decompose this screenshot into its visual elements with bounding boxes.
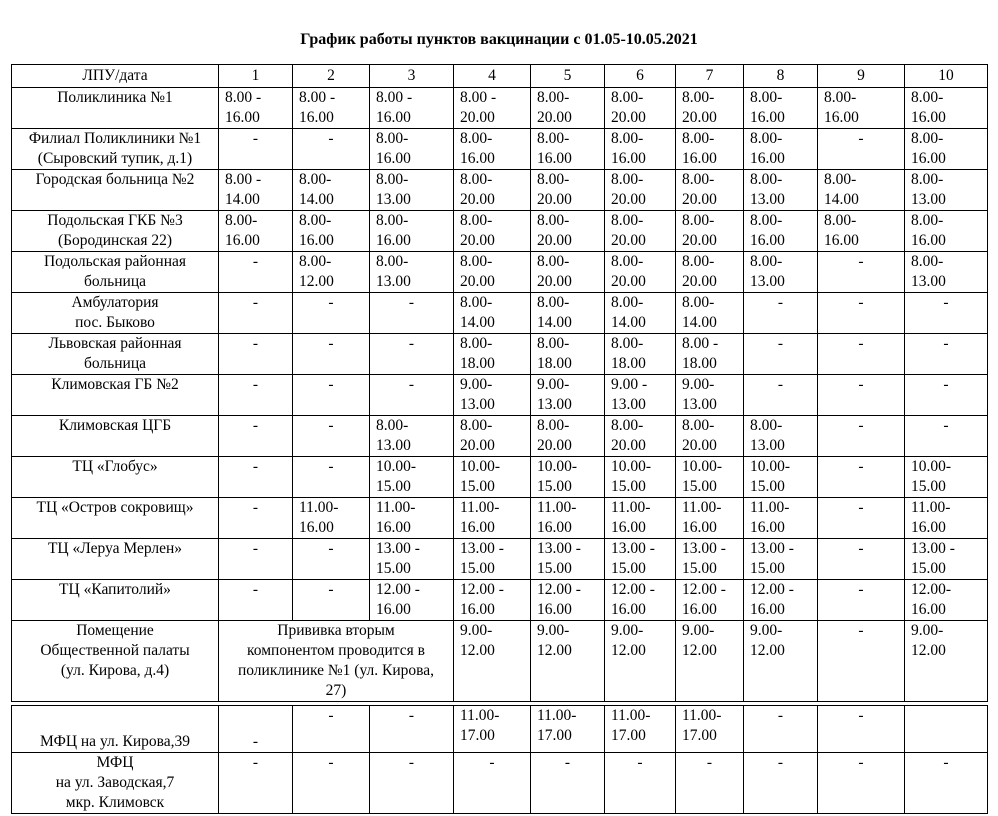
schedule-cell: - bbox=[818, 753, 905, 814]
schedule-cell: 9.00- 13.00 bbox=[676, 375, 744, 416]
schedule-cell: 8.00- 18.00 bbox=[454, 334, 531, 375]
facility-name: Филиал Поликлиники №1 (Сыровский тупик, д.1) bbox=[12, 129, 219, 170]
schedule-cell: - bbox=[219, 457, 293, 498]
schedule-cell: 13.00 - 15.00 bbox=[605, 539, 676, 580]
schedule-cell: - bbox=[293, 706, 370, 753]
schedule-cell: 8.00 - 20.00 bbox=[454, 88, 531, 129]
header-row bbox=[12, 65, 988, 88]
page-title: График работы пунктов вакцинации с 01.05-10.05.2021 bbox=[300, 31, 698, 48]
table-row bbox=[12, 211, 988, 252]
schedule-cell: - bbox=[818, 416, 905, 457]
schedule-cell: 8.00- 14.00 bbox=[818, 170, 905, 211]
schedule-cell: - bbox=[818, 457, 905, 498]
facility-name: Городская больница №2 bbox=[12, 170, 219, 211]
schedule-cell: 8.00- 20.00 bbox=[605, 252, 676, 293]
table-row bbox=[12, 334, 988, 375]
schedule-cell: 10.00- 15.00 bbox=[454, 457, 531, 498]
schedule-cell: 8.00- 14.00 bbox=[676, 293, 744, 334]
schedule-cell: 10.00- 15.00 bbox=[370, 457, 454, 498]
schedule-cell: - bbox=[219, 580, 293, 621]
schedule-cell: - bbox=[818, 334, 905, 375]
table-row bbox=[12, 580, 988, 621]
schedule-cell: - bbox=[293, 375, 370, 416]
facility-name: Поликлиника №1 bbox=[12, 88, 219, 129]
header-cell-day: 1 bbox=[219, 65, 293, 88]
schedule-cell: 8.00- 16.00 bbox=[531, 129, 605, 170]
schedule-cell: 11.00- 16.00 bbox=[293, 498, 370, 539]
table-row bbox=[12, 375, 988, 416]
schedule-cell: 10.00- 15.00 bbox=[676, 457, 744, 498]
schedule-cell: 12.00 - 16.00 bbox=[744, 580, 818, 621]
header-cell-day: 8 bbox=[744, 65, 818, 88]
schedule-cell: - bbox=[370, 334, 454, 375]
schedule-cell: 8.00- 16.00 bbox=[744, 88, 818, 129]
schedule-cell: 8.00- 20.00 bbox=[676, 211, 744, 252]
schedule-cell: 8.00- 16.00 bbox=[370, 129, 454, 170]
schedule-cell: 8.00- 13.00 bbox=[905, 170, 988, 211]
facility-name: ТЦ «Остров сокровищ» bbox=[12, 498, 219, 539]
schedule-cell: - bbox=[219, 539, 293, 580]
schedule-cell: 8.00- 13.00 bbox=[744, 170, 818, 211]
header-cell-day: 6 bbox=[605, 65, 676, 88]
schedule-cell: 11.00- 16.00 bbox=[744, 498, 818, 539]
schedule-cell: - bbox=[219, 375, 293, 416]
schedule-cell: - bbox=[531, 753, 605, 814]
schedule-cell: - bbox=[818, 293, 905, 334]
schedule-cell: 8.00- 13.00 bbox=[905, 252, 988, 293]
schedule-cell: - bbox=[370, 706, 454, 753]
table-row bbox=[12, 706, 988, 753]
schedule-cell: 10.00- 15.00 bbox=[905, 457, 988, 498]
schedule-cell: 8.00- 20.00 bbox=[605, 416, 676, 457]
schedule-cell: 9.00- 12.00 bbox=[744, 621, 818, 702]
table-row bbox=[12, 293, 988, 334]
schedule-cell: 8.00- 16.00 bbox=[454, 129, 531, 170]
table-row bbox=[12, 88, 988, 129]
schedule-cell: - bbox=[293, 334, 370, 375]
schedule-cell: 12.00 - 16.00 bbox=[676, 580, 744, 621]
facility-name: МФЦ на ул. Заводская,7 мкр. Климовск bbox=[12, 753, 219, 814]
schedule-cell: 8.00 - 16.00 bbox=[370, 88, 454, 129]
schedule-cell: - bbox=[370, 293, 454, 334]
schedule-cell: - bbox=[219, 252, 293, 293]
schedule-cell: - bbox=[818, 621, 905, 702]
schedule-cell: - bbox=[818, 498, 905, 539]
header-cell-day: 3 bbox=[370, 65, 454, 88]
schedule-cell: - bbox=[744, 293, 818, 334]
header-cell-lpu-date: ЛПУ/дата bbox=[12, 65, 219, 88]
facility-name: ТЦ «Капитолий» bbox=[12, 580, 219, 621]
header-cell-day: 7 bbox=[676, 65, 744, 88]
schedule-cell: 9.00- 12.00 bbox=[454, 621, 531, 702]
schedule-cell: 8.00 - 16.00 bbox=[293, 88, 370, 129]
schedule-cell: - bbox=[818, 539, 905, 580]
facility-name: МФЦ на ул. Кирова,39 bbox=[12, 706, 219, 753]
schedule-cell: 8.00- 13.00 bbox=[744, 252, 818, 293]
schedule-cell: 8.00- 14.00 bbox=[454, 293, 531, 334]
schedule-cell: 8.00- 16.00 bbox=[818, 88, 905, 129]
schedule-cell: 9.00- 12.00 bbox=[676, 621, 744, 702]
table-row bbox=[12, 753, 988, 814]
schedule-cell: 9.00- 12.00 bbox=[605, 621, 676, 702]
schedule-cell: 11.00- 16.00 bbox=[531, 498, 605, 539]
schedule-cell: 11.00- 16.00 bbox=[370, 498, 454, 539]
schedule-cell: 11.00- 17.00 bbox=[531, 706, 605, 753]
schedule-cell: 9.00- 13.00 bbox=[531, 375, 605, 416]
schedule-cell: 8.00- 13.00 bbox=[370, 416, 454, 457]
facility-name: ТЦ «Глобус» bbox=[12, 457, 219, 498]
schedule-cell: 12.00 - 16.00 bbox=[531, 580, 605, 621]
schedule-cell: - bbox=[293, 580, 370, 621]
schedule-cell: 11.00- 17.00 bbox=[676, 706, 744, 753]
schedule-cell: 10.00- 15.00 bbox=[605, 457, 676, 498]
schedule-cell: 9.00- 12.00 bbox=[905, 621, 988, 702]
schedule-cell: 8.00- 16.00 bbox=[293, 211, 370, 252]
schedule-cell: 8.00- 20.00 bbox=[454, 211, 531, 252]
table-row bbox=[12, 498, 988, 539]
schedule-cell: - bbox=[293, 753, 370, 814]
table-row bbox=[12, 416, 988, 457]
schedule-cell: 9.00 - 13.00 bbox=[605, 375, 676, 416]
schedule-cell: 8.00 - 18.00 bbox=[676, 334, 744, 375]
schedule-cell: 8.00- 20.00 bbox=[605, 170, 676, 211]
facility-name: Климовская ЦГБ bbox=[12, 416, 219, 457]
schedule-cell: - bbox=[905, 334, 988, 375]
schedule-cell: 11.00- 16.00 bbox=[454, 498, 531, 539]
schedule-table bbox=[11, 64, 988, 702]
schedule-cell: - bbox=[905, 753, 988, 814]
schedule-cell: 13.00 - 15.00 bbox=[454, 539, 531, 580]
schedule-cell: - bbox=[293, 416, 370, 457]
schedule-cell: - bbox=[370, 753, 454, 814]
schedule-cell: 8.00- 20.00 bbox=[531, 416, 605, 457]
schedule-cell: - bbox=[219, 293, 293, 334]
header-cell-day: 9 bbox=[818, 65, 905, 88]
schedule-cell: 8.00- 13.00 bbox=[370, 170, 454, 211]
schedule-cell: - bbox=[293, 457, 370, 498]
facility-name: Подольская районная больница bbox=[12, 252, 219, 293]
facility-name: Амбулатория пос. Быково bbox=[12, 293, 219, 334]
schedule-cell: 11.00- 16.00 bbox=[676, 498, 744, 539]
header-cell-day: 4 bbox=[454, 65, 531, 88]
schedule-cell: - bbox=[818, 129, 905, 170]
schedule-cell: 8.00- 20.00 bbox=[605, 88, 676, 129]
table-row bbox=[12, 539, 988, 580]
schedule-cell: 8.00 - 14.00 bbox=[219, 170, 293, 211]
schedule-cell: 8.00- 14.00 bbox=[605, 293, 676, 334]
schedule-cell: 8.00- 20.00 bbox=[531, 211, 605, 252]
facility-name: Климовская ГБ №2 bbox=[12, 375, 219, 416]
schedule-cell: 8.00- 18.00 bbox=[605, 334, 676, 375]
schedule-cell: 8.00- 14.00 bbox=[293, 170, 370, 211]
schedule-cell: - bbox=[744, 375, 818, 416]
table-row bbox=[12, 621, 988, 702]
schedule-cell: - bbox=[818, 580, 905, 621]
schedule-cell: 8.00- 16.00 bbox=[744, 211, 818, 252]
schedule-cell: 8.00- 16.00 bbox=[605, 129, 676, 170]
schedule-cell: - bbox=[293, 293, 370, 334]
schedule-cell: - bbox=[905, 416, 988, 457]
schedule-cell: 13.00 - 15.00 bbox=[744, 539, 818, 580]
schedule-cell: - bbox=[818, 252, 905, 293]
facility-name: Помещение Общественной палаты (ул. Кирова, д.4) bbox=[12, 621, 219, 702]
schedule-cell: 9.00- 12.00 bbox=[531, 621, 605, 702]
schedule-cell: 8.00- 20.00 bbox=[676, 416, 744, 457]
schedule-cell: - bbox=[293, 129, 370, 170]
schedule-cell: 8.00- 16.00 bbox=[905, 211, 988, 252]
schedule-cell: 8.00- 16.00 bbox=[676, 129, 744, 170]
header-cell-day: 10 bbox=[905, 65, 988, 88]
schedule-cell bbox=[905, 706, 988, 753]
schedule-cell: 13.00 - 15.00 bbox=[370, 539, 454, 580]
schedule-cell: 10.00- 15.00 bbox=[744, 457, 818, 498]
table-row bbox=[12, 457, 988, 498]
schedule-cell: 8.00- 13.00 bbox=[744, 416, 818, 457]
schedule-cell: 11.00- 16.00 bbox=[605, 498, 676, 539]
schedule-table-mfc bbox=[11, 705, 988, 814]
schedule-cell: 8.00 - 16.00 bbox=[219, 88, 293, 129]
schedule-cell: 13.00 - 15.00 bbox=[531, 539, 605, 580]
schedule-cell: 12.00- 16.00 bbox=[905, 580, 988, 621]
schedule-cell: - bbox=[744, 753, 818, 814]
schedule-cell: 8.00- 16.00 bbox=[905, 129, 988, 170]
schedule-cell: 8.00- 18.00 bbox=[531, 334, 605, 375]
schedule-cell: 8.00- 16.00 bbox=[219, 211, 293, 252]
schedule-cell: 8.00- 20.00 bbox=[531, 170, 605, 211]
schedule-cell: 8.00- 20.00 bbox=[676, 170, 744, 211]
facility-name: Подольская ГКБ №3 (Бородинская 22) bbox=[12, 211, 219, 252]
schedule-cell: 8.00- 12.00 bbox=[293, 252, 370, 293]
schedule-cell: - bbox=[905, 375, 988, 416]
schedule-cell: 8.00- 20.00 bbox=[676, 88, 744, 129]
schedule-cell: 12.00 - 16.00 bbox=[454, 580, 531, 621]
schedule-cell: - bbox=[676, 753, 744, 814]
header-cell-day: 2 bbox=[293, 65, 370, 88]
schedule-cell: 8.00- 20.00 bbox=[605, 211, 676, 252]
schedule-cell: 8.00- 16.00 bbox=[905, 88, 988, 129]
table-row bbox=[12, 129, 988, 170]
schedule-cell: - bbox=[219, 706, 293, 753]
schedule-cell: 8.00- 16.00 bbox=[370, 211, 454, 252]
schedule-cell: - bbox=[818, 375, 905, 416]
schedule-cell: 8.00- 20.00 bbox=[454, 170, 531, 211]
facility-name: ТЦ «Леруа Мерлен» bbox=[12, 539, 219, 580]
schedule-cell: - bbox=[219, 129, 293, 170]
schedule-cell: 8.00- 20.00 bbox=[676, 252, 744, 293]
schedule-cell: 8.00- 20.00 bbox=[454, 416, 531, 457]
schedule-cell: - bbox=[905, 293, 988, 334]
table-row bbox=[12, 170, 988, 211]
schedule-cell: - bbox=[219, 416, 293, 457]
schedule-cell: - bbox=[818, 706, 905, 753]
schedule-cell: 8.00- 20.00 bbox=[531, 252, 605, 293]
schedule-cell: 8.00- 14.00 bbox=[531, 293, 605, 334]
schedule-cell: - bbox=[219, 334, 293, 375]
schedule-cell: 8.00- 20.00 bbox=[454, 252, 531, 293]
schedule-cell: 8.00- 20.00 bbox=[531, 88, 605, 129]
schedule-cell: 12.00 - 16.00 bbox=[605, 580, 676, 621]
schedule-cell: - bbox=[744, 706, 818, 753]
schedule-cell: 12.00 - 16.00 bbox=[370, 580, 454, 621]
schedule-cell: 8.00- 13.00 bbox=[370, 252, 454, 293]
schedule-cell: - bbox=[293, 539, 370, 580]
merged-note: Прививка вторым компонентом проводится в поликлинике №1 (ул. Кирова, 27) bbox=[219, 621, 454, 702]
schedule-cell: - bbox=[370, 375, 454, 416]
facility-name: Львовская районная больница bbox=[12, 334, 219, 375]
schedule-cell: 13.00 - 15.00 bbox=[905, 539, 988, 580]
schedule-cell: 13.00 - 15.00 bbox=[676, 539, 744, 580]
schedule-cell: 11.00- 17.00 bbox=[454, 706, 531, 753]
schedule-cell: - bbox=[219, 753, 293, 814]
schedule-cell: - bbox=[744, 334, 818, 375]
schedule-cell: 8.00- 16.00 bbox=[818, 211, 905, 252]
schedule-cell: - bbox=[605, 753, 676, 814]
schedule-cell: - bbox=[454, 753, 531, 814]
table-row bbox=[12, 252, 988, 293]
schedule-cell: 9.00- 13.00 bbox=[454, 375, 531, 416]
schedule-cell: 11.00- 16.00 bbox=[905, 498, 988, 539]
schedule-cell: - bbox=[219, 498, 293, 539]
schedule-cell: 8.00- 16.00 bbox=[744, 129, 818, 170]
schedule-cell: 10.00- 15.00 bbox=[531, 457, 605, 498]
header-cell-day: 5 bbox=[531, 65, 605, 88]
schedule-cell: 11.00- 17.00 bbox=[605, 706, 676, 753]
